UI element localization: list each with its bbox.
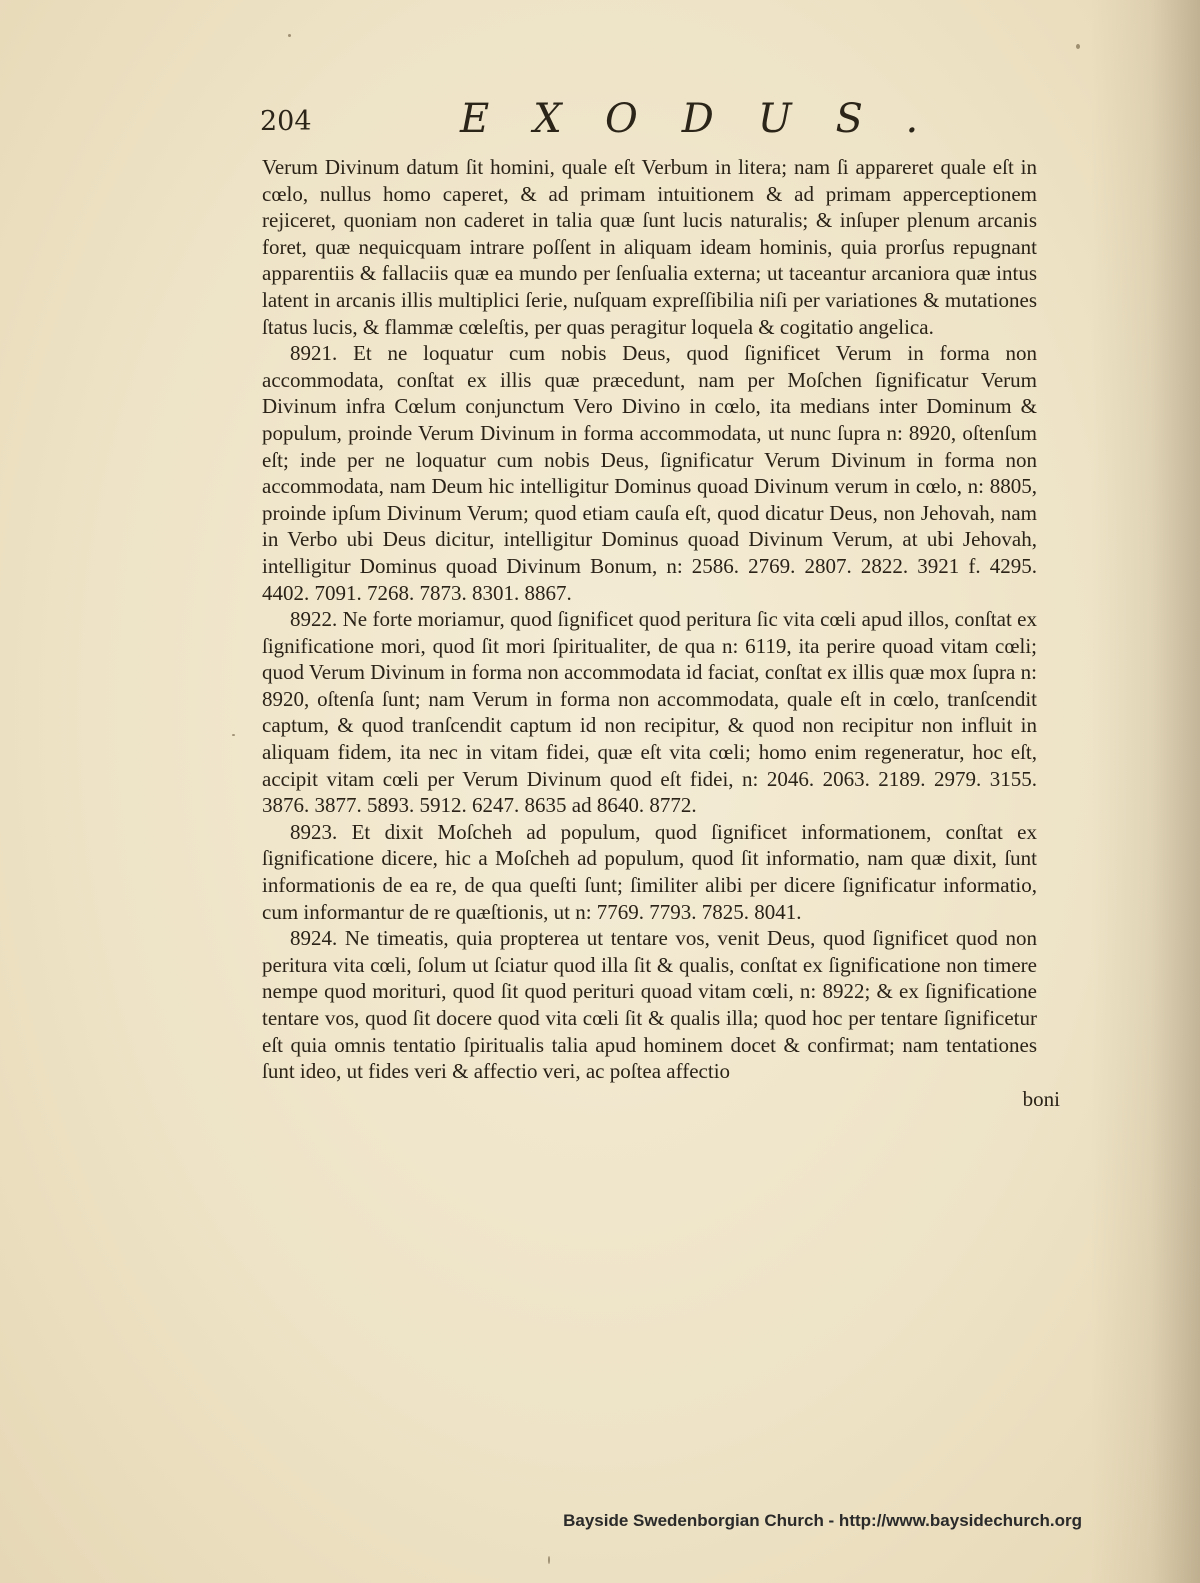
paragraph-continuation: Verum Divinum datum ſit homini, quale eſt Verbum in litera; nam ſi appareret quale eſt in cœlo, nullus homo caperet, & ad primam intuitionem & ad primam apperceptionem rejiceret, quoniam non caderet in talia quæ ſunt lucis naturalis; & inſuper plenum arcanis foret, quæ nequicquam intrare poſſent in aliquam ideam hominis, quia prorſus repugnant apparentiis & fallaciis quæ ea mundo per ſenſualia externa; ut taceantur arcaniora quæ intus latent in arcanis illis multiplici ſerie, nuſquam expreſſibilia niſi per variationes & mutationes ſtatus lucis, & flammæ cœleſtis, per quas peragitur loquela & cogitatio angelica. bbox=[262, 155, 1037, 339]
catchword: boni bbox=[1022, 1087, 1060, 1111]
body-text bbox=[262, 154, 1037, 1085]
running-title: EXODUS. bbox=[460, 96, 963, 142]
paper-speck bbox=[548, 1556, 550, 1564]
paragraph-8924: 8924. Ne timeatis, quia propterea ut tentare vos, venit Deus, quod ſignificet quod non peritura vita cœli, ſolum ut ſciatur quod illa ſit & qualis, conſtat ex ſignificatione non timere nempe quod morituri, quod ſit quod perituri quoad vitam cœli, n: 8922; & ex ſignificatione tentare vos, quod ſit docere quod vita cœli ſit & qualis illa; quod hoc per tentare ſignificetur eſt quia omnis tentatio ſpiritualis talia apud hominem docet & confirmat; nam tentationes ſunt ideo, ut fides veri & affectio veri, ac poſtea affectio bbox=[262, 926, 1037, 1084]
paragraph-8922: 8922. Ne forte moriamur, quod ſignificet quod peritura ſic vita cœli apud illos, conſtat ex ſignificatione mori, quod ſit mori ſpiritualiter, de qua n: 6119, ita perire quoad vitam cœli; quod Verum Divinum in forma non accommodata id faciat, conſtat ex illis quæ mox ſupra n: 8920, oſtenſa ſunt; nam Verum in forma non accommodata, quale eſt in cœlo, tranſcendit captum, & quod tranſcendit captum id non recipitur, & quod non recipitur non influit in aliquam fidem, ita nec in vitam fidei, quæ eſt vita cœli; homo enim regeneratur, hoc eſt, accipit vitam cœli per Verum Divinum quod eſt fidei, n: 2046. 2063. 2189. 2979. 3155. 3876. 3877. 5893. 5912. 6247. 8635 ad 8640. 8772. bbox=[262, 607, 1037, 818]
page-number: 204 bbox=[260, 106, 312, 137]
paragraph-8923: 8923. Et dixit Moſcheh ad populum, quod ſignificet informationem, conſtat ex ſignificatione dicere, hic a Moſcheh ad populum, quod ſit informatio, nam quæ dixit, ſunt informationis de ea re, de qua queſti ſunt; ſimiliter alibi per dicere ſignificatur informatio, cum informantur de re quæſtionis, ut n: 7769. 7793. 7825. 8041. bbox=[262, 819, 1037, 924]
paper-speck bbox=[1076, 44, 1080, 49]
scan-watermark: Bayside Swedenborgian Church - http://www.baysidechurch.org bbox=[563, 1511, 1082, 1530]
paragraph-8921: 8921. Et ne loquatur cum nobis Deus, quod ſignificet Verum in forma non accommodata, conſtat ex illis quæ præcedunt, nam per Moſchen ſignificatur Verum Divinum infra Cœlum conjunctum Vero Divino in cœlo, ita medians inter Dominum & populum, proinde Verum Divinum in forma accommodata, ut nunc ſupra n: 8920, oſtenſum eſt; inde per ne loquatur cum nobis Deus, ſignificatur Verum Divinum in forma non accommodata, nam Deum hic intelligitur Dominus quoad Divinum verum in cœlo, n: 8805, proinde ipſum Divinum Verum; quod etiam cauſa eſt, quod dicatur Deus, non Jehovah, nam in Verbo ubi Deus dicitur, intelligitur Dominus quoad Divinum Verum, at ubi Jehovah, intelligitur Dominus quoad Divinum Bonum, n: 2586. 2769. 2807. 2822. 3921 f. 4295. 4402. 7091. 7268. 7873. 8301. 8867. bbox=[262, 341, 1037, 605]
paper-speck bbox=[288, 34, 291, 37]
paper-speck bbox=[232, 734, 235, 736]
page-header bbox=[260, 96, 1040, 146]
page-gutter-shadow bbox=[1090, 0, 1200, 1583]
